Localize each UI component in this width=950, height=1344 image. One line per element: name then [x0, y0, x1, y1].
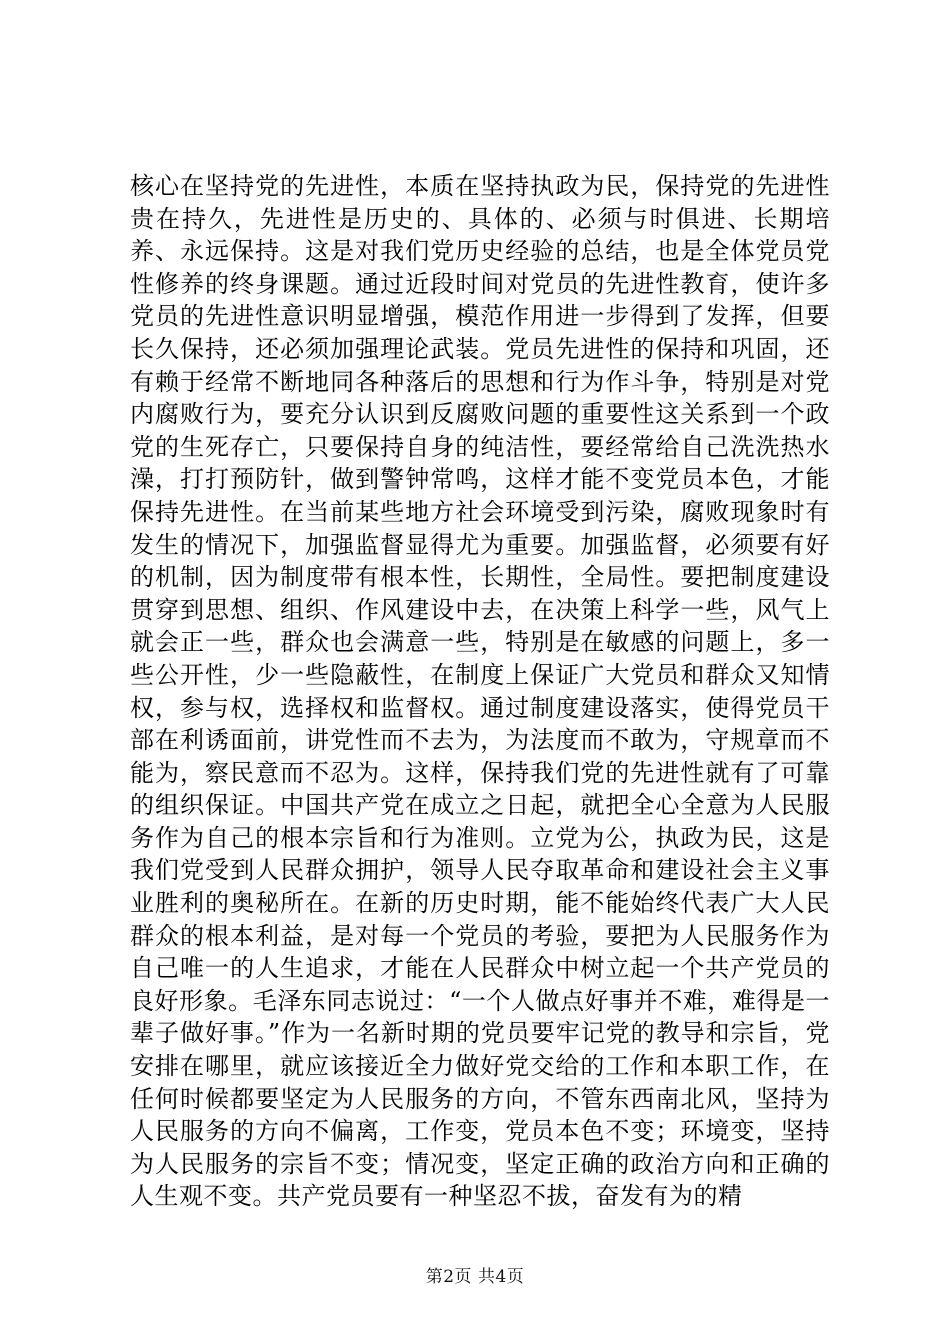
page-number-footer: 第2页 共4页 — [425, 1267, 525, 1287]
body-paragraph: 核心在坚持党的先进性，本质在坚持执政为民，保持党的先进性贵在持久，先进性是历史的、具体的、必须与时俱进、长期培养、永远保持。这是对我们党历史经验的总结，也是全体党员党性修养的终身课题。通过近段时间对党员的先进性教育，使许多党员的先进性意识明显增强，模范作用进一步得到了发挥，但要长久保持，还必须加强理论武装。党员先进性的保持和巩固，还有赖于经常不断地同各种落后的思想和行为作斗争，特别是对党内腐败行为，要充分认识到反腐败问题的重要性这关系到一个政党的生死存亡，只要保持自身的纯洁性，要经常给自己洗洗热水澡，打打预防针，做到警钟常鸣，这样才能不变党员本色，才能保持先进性。在当前某些地方社会环境受到污染，腐败现象时有发生的情况下，加强监督显得尤为重要。加强监督，必须要有好的机制，因为制度带有根本性，长期性，全局性。要把制度建设贯穿到思想、组织、作风建设中去，在决策上科学一些，风气上就会正一些，群众也会满意一些，特别是在敏感的问题上，多一些公开性，少一些隐蔽性，在制度上保证广大党员和群众又知情权，参与权，选择权和监督权。通过制度建设落实，使得党员干部在利诱面前，讲党性而不去为，为法度而不敢为，守规章而不能为，察民意而不忍为。这样，保持我们党的先进性就有了可靠的组织保证。中国共产党在成立之日起，就把全心全意为人民服务作为自己的根本宗旨和行为准则。立党为公，执政为民，这是我们党受到人民群众拥护，领导人民夺取革命和建设社会主义事业胜利的奥秘所在。在新的历史时期，能不能始终代表广大人民群众的根本利益，是对每一个党员的考验，要把为人民服务作为自己唯一的人生追求，才能在人民群众中树立起一个共产党员的良好形象。毛泽东同志说过：“一个人做点好事并不难，难得是一辈子做好事。”作为一名新时期的党员要牢记党的教导和宗旨，党安排在哪里，就应该接近全力做好党交给的工作和本职工作，在任何时候都要坚定为人民服务的方向，不管东西南北风，坚持为人民服务的方向不偏离，工作变，党员本色不变；环境变，坚持为人民服务的宗旨不变；情况变，坚定正确的政治方向和正确的人生观不变。共产党员要有一种坚忍不拔，奋发有为的精 — [130, 172, 830, 1211]
